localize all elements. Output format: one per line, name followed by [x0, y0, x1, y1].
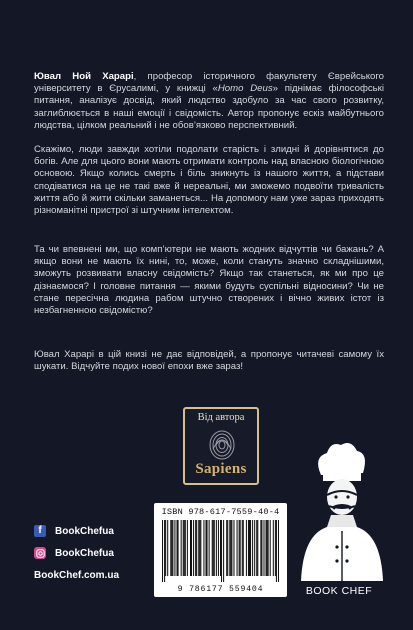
- author-name: Ювал Ной Харарі: [34, 71, 134, 82]
- barcode-bar: [252, 520, 253, 576]
- barcode-bar: [267, 520, 268, 576]
- barcode-bar: [229, 520, 230, 576]
- closing-paragraph: Ювал Харарі в цій книзі не дає відповідей, а пропонує читачеві самому їх шукати. Відчуйте подих нової епохи вже зараз!: [34, 349, 384, 373]
- facebook-label: BookChefua: [55, 525, 114, 537]
- barcode-bar: [273, 520, 274, 576]
- intro-text-a: , професор історичного факультету Єврейського університету в Єрусалимі, у книжці «: [34, 71, 384, 95]
- barcode-bar: [278, 520, 279, 582]
- body-paragraph-1: Скажімо, люди завжди хотіли подолати старість і злидні й дорівнятися до богів. Але для цього вони мають отримати контроль над власною біологічною основою. Якщо колись смерть і біль зникнуть із нашого життя, а підстави сподіватися на це не такі вже й нереальні, ми зможемо подвоїти тривалість життя або й жити скільки заманеться... На допомогу нам уже зараз приходять різноманітні пристрої зі штучним інтелектом.: [34, 144, 384, 217]
- barcode-bar: [256, 520, 257, 576]
- barcode-bar: [243, 520, 244, 576]
- barcode-bar: [242, 520, 243, 576]
- barcode-bar: [213, 520, 214, 576]
- barcode-bar: [162, 520, 163, 582]
- barcode-bar: [226, 520, 227, 576]
- fingerprint-icon: [207, 429, 237, 461]
- barcode: [154, 503, 287, 597]
- facebook-icon: f: [34, 525, 46, 537]
- barcode-bar: [221, 520, 222, 582]
- barcode-number: 9 786177 559404: [177, 585, 264, 594]
- book-title: Homo Deus: [217, 83, 273, 95]
- barcode-bar: [227, 520, 228, 576]
- barcode-bar: [218, 520, 219, 576]
- barcode-bar: [246, 520, 247, 576]
- barcode-bar: [177, 520, 178, 576]
- barcode-bar: [275, 520, 276, 576]
- badge-label: Від автора: [197, 412, 245, 423]
- instagram-link[interactable]: [34, 546, 114, 560]
- barcode-bar: [239, 520, 240, 576]
- barcode-bar: [167, 520, 168, 576]
- barcode-bar: [184, 520, 185, 576]
- facebook-link[interactable]: [34, 524, 114, 538]
- barcode-bar: [254, 520, 255, 576]
- barcode-bar: [209, 520, 210, 576]
- isbn-text: ISBN 978-617-7559-40-4: [161, 507, 280, 517]
- intro-paragraph: [34, 71, 384, 132]
- badge-title: Sapiens: [195, 461, 247, 477]
- barcode-bar: [230, 520, 231, 576]
- barcode-bar: [164, 520, 165, 582]
- barcode-bar: [216, 520, 217, 576]
- barcode-bar: [250, 520, 251, 576]
- barcode-bar: [174, 520, 175, 576]
- barcode-bar: [260, 520, 261, 576]
- barcode-bar: [205, 520, 206, 576]
- barcode-bar: [165, 520, 166, 576]
- barcode-bar: [196, 520, 197, 576]
- barcode-bar: [191, 520, 192, 576]
- barcode-bar: [170, 520, 171, 576]
- barcode-bar: [183, 520, 184, 576]
- barcode-bar: [195, 520, 196, 576]
- barcode-bar: [171, 520, 172, 576]
- barcode-bar: [276, 520, 277, 582]
- intro-text-b: » піднімає філософські питання, аналізує досвід, який людство здобуло за час свого розвитку, заглиблюється в наші емоції і свідомість. Автор пропонує ескіз майбутнього людства, цілком реальний і не обов’язково перспективний.: [34, 83, 384, 131]
- barcode-bar: [233, 520, 234, 576]
- barcode-bar: [172, 520, 173, 576]
- barcode-bar: [199, 520, 200, 576]
- barcode-bar: [266, 520, 267, 576]
- barcode-bar: [261, 520, 262, 576]
- barcode-bar: [257, 520, 258, 576]
- barcode-bar: [187, 520, 188, 576]
- barcode-bar: [223, 520, 224, 582]
- instagram-label: BookChefua: [55, 547, 114, 559]
- barcode-bar: [198, 520, 199, 576]
- barcode-bar: [207, 520, 208, 576]
- publisher-name: BOOK CHEF: [305, 585, 373, 597]
- barcode-bars: [162, 520, 279, 582]
- website-link[interactable]: BookChef.com.ua: [34, 570, 120, 581]
- barcode-bar: [270, 520, 271, 576]
- barcode-bar: [237, 520, 238, 576]
- barcode-bar: [212, 520, 213, 576]
- barcode-bar: [193, 520, 194, 576]
- barcode-bar: [200, 520, 201, 576]
- barcode-bar: [268, 520, 269, 576]
- barcode-bar: [181, 520, 182, 576]
- barcode-bar: [263, 520, 264, 576]
- barcode-bar: [220, 520, 221, 576]
- barcode-bar: [240, 520, 241, 576]
- barcode-bar: [214, 520, 215, 576]
- barcode-bar: [231, 520, 232, 576]
- barcode-bar: [178, 520, 179, 576]
- body-paragraph-2: Та чи впевнені ми, що комп’ютери не мають жодних відчуттів чи бажань? А якщо вони не мають їх нині, то, може, коли стануть значно складнішими, зможуть розвивати власну свідомість? Якщо так станеться, як ми про це дізнаємося? І головне питання — якими будуть суспільні відносини? Чи не стане пересічна людина рабом штучно створених і вічно живих істот із незбагненною свідомістю?: [34, 244, 384, 317]
- barcode-bar: [248, 520, 249, 576]
- instagram-icon: [34, 547, 46, 559]
- barcode-bar: [185, 520, 186, 576]
- barcode-bar: [190, 520, 191, 576]
- barcode-bar: [249, 520, 250, 576]
- barcode-bar: [203, 520, 204, 576]
- chef-portrait-logo: [291, 435, 387, 601]
- sapiens-badge: [183, 407, 259, 485]
